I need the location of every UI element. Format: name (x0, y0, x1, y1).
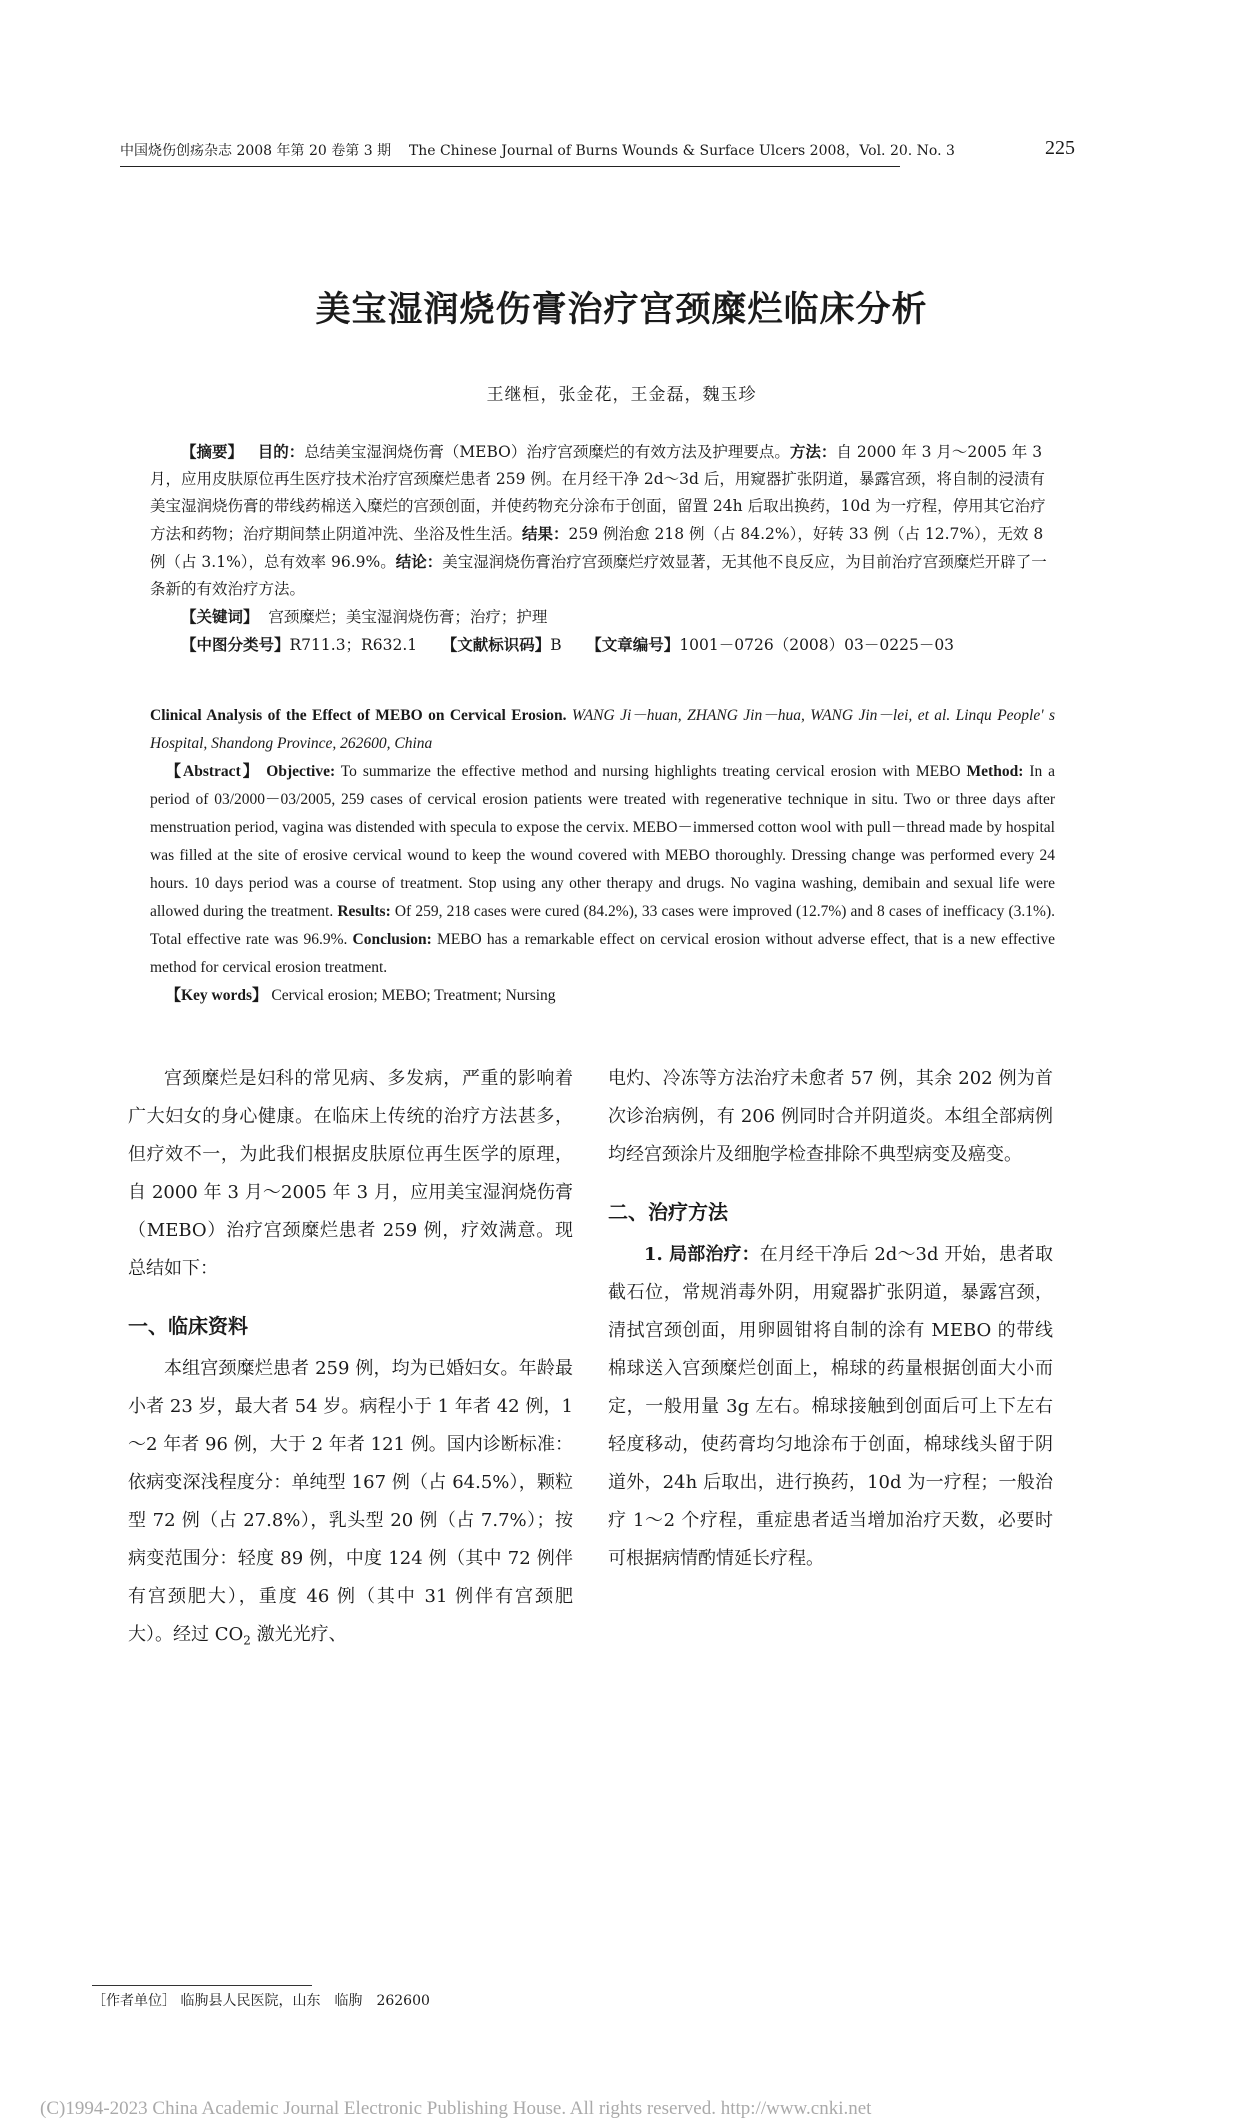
running-header (120, 140, 1120, 160)
en-objective-text: To summarize the effective method and nursing highlights treating cervical erosion with MEBO (340, 763, 961, 780)
objective-label: 目的： (257, 442, 305, 461)
en-keywords (150, 982, 1055, 1010)
section-2-paragraph (608, 1236, 1053, 1578)
en-method-text: In a period of 03/2000－03/2005, 259 cases of cervical erosion patients were treated with regenerative technique in situ. Two or three days after menstruation period, vagina was distended with specula to expose the cervix. MEBO－immersed cotton wool with pull－thread made by hospital was filled at the site of erosive cervical wound to keep the wound covered with MEBO thoroughly. Dressing change was performed every 24 hours. 10 days period was a course of treatment. Stop using any other therapy and drugs. No vagina washing, demibain and sexual life were allowed during the treatment. (150, 763, 1056, 920)
en-keywords-text: Cervical erosion; MEBO; Treatment; Nursing (271, 987, 556, 1004)
abstract-cn (150, 438, 1055, 659)
objective-text: 总结美宝湿润烧伤膏（MEBO）治疗宫颈糜烂的有效方法及护理要点。 (304, 443, 790, 461)
co2-subscript: 2 (243, 1633, 251, 1648)
body-column-right (608, 1060, 1053, 1578)
en-objective-label: Objective: (266, 763, 336, 780)
continued-paragraph: 电灼、冷冻等方法治疗未愈者 57 例，其余 202 例为首次诊治病例，有 206 例同时合并阴道炎。本组全部病例均经宫颈涂片及细胞学检查排除不典型病变及癌变。 (608, 1068, 1053, 1165)
footnote-rule (92, 1985, 312, 1986)
section-1-paragraph (128, 1350, 573, 1660)
abstract-en (150, 702, 1055, 1010)
section-1-text-end: 激光光疗、 (250, 1624, 347, 1645)
journal-cn: 中国烧伤创疡杂志 2008 年第 20 卷第 3 期 (120, 143, 392, 159)
author-affiliation-footnote: ［作者单位］ 临朐县人民医院，山东 临朐 262600 (92, 1993, 430, 2009)
en-title: Clinical Analysis of the Effect of MEBO on Cervical Erosion. (150, 707, 567, 724)
conclusion-text: 美宝湿润烧伤膏治疗宫颈糜烂疗效显著，无其他不良反应，为目前治疗宫颈糜烂开辟了一条新的有效治疗方法。 (150, 553, 1047, 598)
conclusion-label: 结论： (395, 552, 443, 571)
en-title-line (150, 702, 1055, 758)
classification-line (150, 631, 1055, 659)
page-number: 225 (1045, 137, 1075, 159)
abstract-label: 【摘要】 (181, 442, 244, 461)
section-1-text: 本组宫颈糜烂患者 259 例，均为已婚妇女。年龄最小者 23 岁，最大者 54 岁。病程小于 1 年者 42 例，1～2 年者 96 例，大于 2 年者 121 例。国内诊断标准：依病变深浅程度分：单纯型 167 例（占 64.5%），颗粒型 72 例（占 27.8%），乳头型 20 例（占 7.7%）；按病变范围分：轻度 89 例，中度 124 例（其中 72 例伴有宫颈肥大），重度 46 例（其中 31 例伴有宫颈肥大）。经过 CO (128, 1358, 573, 1645)
en-results-label: Results: (337, 903, 391, 920)
en-conclusion-label: Conclusion: (352, 931, 432, 948)
method-label: 方法： (789, 442, 837, 461)
en-abstract-body (150, 758, 1055, 982)
en-results-text: Of 259, 218 cases were cured (84.2%), 33 cases were improved (12.7%) and 8 cases of inefficacy (3.1%). Total effective rate was 96.9%. (150, 903, 1056, 948)
section-2-text: 在月经干净后 2d～3d 开始，患者取截石位，常规消毒外阴，用窥器扩张阴道，暴露宫颈，清拭宫颈创面，用卵圆钳将自制的涂有 MEBO 的带线棉球送入宫颈糜烂创面上，棉球的药量根据创面大小而定，一般用量 3g 左右。棉球接触到创面后可上下左右轻度移动，使药膏均匀地涂布于创面，棉球线头留于阴道外，24h 后取出，进行换药，10d 为一疗程；一般治疗 1～2 个疗程，重症患者适当增加治疗天数，必要时可根据病情酌情延长疗程。 (608, 1244, 1053, 1569)
en-authors: WANG Ji－huan, ZHANG Jin－hua, WANG Jin－lei, et al. Linqu People' s Hospital, Shandong Province, 262600, China (150, 707, 1055, 752)
clc-text: R711.3；R632.1 (289, 636, 418, 654)
header-rule (120, 166, 900, 167)
body-column-left (128, 1060, 573, 1660)
article-title: 美宝湿润烧伤膏治疗宫颈糜烂临床分析 (315, 290, 928, 330)
abstract-cn-body (150, 438, 1055, 603)
journal-en: The Chinese Journal of Burns Wounds & Surface Ulcers 2008，Vol. 20. No. 3 (408, 143, 955, 159)
section-2-heading: 二、治疗方法 (608, 1200, 728, 1224)
copyright-footer: (C)1994-2023 China Academic Journal Electronic Publishing House. All rights reserved. http://www.cnki.net (40, 2098, 872, 2119)
result-text: 259 例治愈 218 例（占 84.2%），好转 33 例（占 12.7%），无效 8 例（占 3.1%），总有效率 96.9%。 (150, 525, 1044, 571)
section-1-heading: 一、临床资料 (128, 1314, 248, 1338)
keywords-text: 宫颈糜烂；美宝湿润烧伤膏；治疗；护理 (268, 608, 548, 626)
local-treatment-label: 1. 局部治疗： (644, 1244, 760, 1265)
result-label: 结果： (522, 524, 569, 543)
keywords-cn (150, 603, 1055, 631)
article-no-label: 【文章编号】 (586, 635, 680, 654)
authors: 王继桓，张金花，王金磊，魏玉珍 (486, 385, 757, 405)
intro-paragraph: 宫颈糜烂是妇科的常见病、多发病，严重的影响着广大妇女的身心健康。在临床上传统的治疗方法甚多，但疗效不一，为此我们根据皮肤原位再生医学的原理，自 2000 年 3 月～2005 年 3 月，应用美宝湿润烧伤膏（MEBO）治疗宫颈糜烂患者 259 例，疗效满意。现总结如下： (128, 1068, 573, 1279)
keywords-label: 【关键词】 (181, 607, 259, 626)
doc-code-label: 【文献标识码】 (441, 635, 551, 654)
article-no-text: 1001－0726（2008）03－0225－03 (679, 636, 955, 654)
doc-code-text: B (550, 636, 562, 654)
clc-label: 【中图分类号】 (181, 635, 290, 654)
en-keywords-label: 【Key words】 (165, 987, 268, 1004)
method-text: 自 2000 年 3 月～2005 年 3 月，应用皮肤原位再生医疗技术治疗宫颈糜烂患者 259 例。在月经干净 2d～3d 后，用窥器扩张阴道，暴露宫颈，将自制的浸渍有美宝湿润烧伤膏的带线药棉送入糜烂的宫颈创面，并使药物充分涂布于创面，留置 24h 后取出换药，10d 为一疗程，停用其它治疗方法和药物；治疗期间禁止阴道冲洗、坐浴及性生活。 (150, 443, 1046, 543)
en-conclusion-text: MEBO has a remarkable effect on cervical erosion without adverse effect, that is a new effective method for cervical erosion treatment. (150, 931, 1056, 976)
en-abstract-label: 【Abstract】 (165, 763, 261, 780)
en-method-label: Method: (966, 763, 1024, 780)
